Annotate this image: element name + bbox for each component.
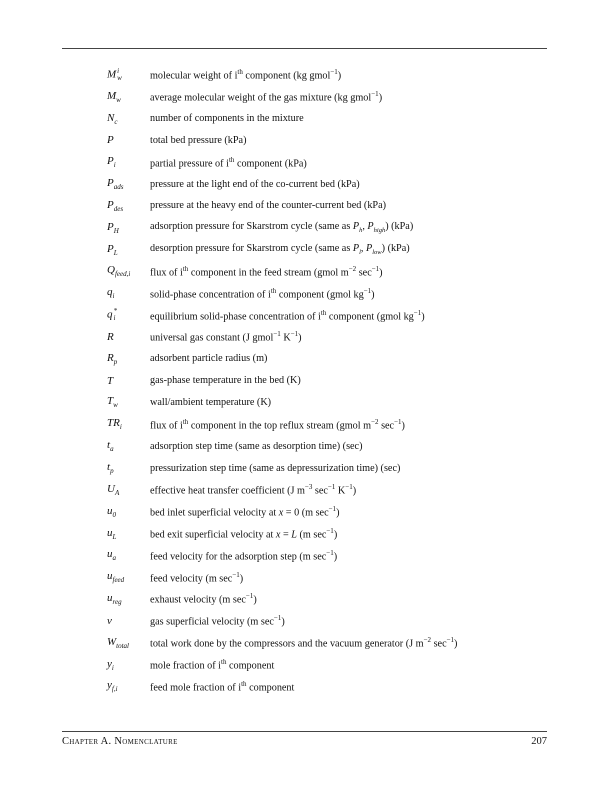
description — [150, 636, 457, 649]
description-superscript: th — [182, 417, 189, 426]
math-subscript: h — [359, 227, 363, 235]
symbol-scripts — [114, 308, 118, 322]
nomenclature-row — [107, 130, 547, 152]
header-rule — [62, 48, 547, 49]
description-superscript: −1 — [326, 548, 334, 557]
symbol-subscript: total — [116, 641, 130, 650]
description-text: , — [362, 221, 368, 233]
description-superscript: −1 — [413, 308, 422, 317]
symbol — [107, 527, 150, 541]
description-text: number of components in the mixture — [150, 113, 304, 125]
description-text: ) — [379, 267, 383, 279]
description-text: average molecular weight of the gas mixture (kg gmol — [150, 92, 372, 104]
symbol — [107, 592, 150, 606]
symbol-subscript: i — [119, 423, 122, 432]
nomenclature-row — [107, 501, 547, 523]
description — [150, 463, 400, 474]
symbol-base: R — [107, 351, 114, 364]
description — [150, 375, 301, 386]
description-superscript: th — [237, 68, 243, 77]
math-subscript: l — [359, 249, 361, 257]
symbol-subscript: a — [112, 554, 116, 563]
description-text: component in the feed stream (gmol m — [188, 267, 349, 279]
description-superscript: −1 — [371, 90, 379, 99]
description — [150, 397, 271, 408]
description-superscript: −1 — [446, 636, 455, 645]
description-text: ) — [421, 310, 425, 322]
symbol — [107, 548, 150, 562]
description — [150, 287, 375, 300]
description-text: bed inlet superficial velocity at — [150, 507, 279, 519]
nomenclature-row — [107, 151, 547, 173]
symbol — [107, 112, 150, 126]
symbol — [107, 505, 150, 519]
nomenclature-row — [107, 523, 547, 545]
symbol-base: R — [107, 331, 114, 344]
description — [150, 483, 356, 496]
description — [150, 156, 307, 169]
description — [150, 592, 257, 605]
description-superscript: th — [241, 679, 247, 688]
nomenclature-row — [107, 588, 547, 610]
symbol-base: u — [107, 570, 113, 583]
description-text: (m sec — [296, 529, 327, 541]
description — [150, 505, 339, 518]
nomenclature-row — [107, 282, 547, 304]
symbol — [107, 199, 150, 213]
description-text: desorption pressure for Skarstrom cycle (same as — [150, 243, 353, 255]
math-symbol — [367, 221, 386, 235]
symbol-subscript: 0 — [112, 510, 116, 519]
symbol — [107, 615, 150, 627]
symbol-base: v — [107, 615, 112, 628]
symbol-base: P — [107, 198, 114, 211]
description-superscript: −1 — [345, 483, 353, 492]
nomenclature-row — [107, 348, 547, 370]
description-text: bed exit superficial velocity at — [150, 529, 276, 541]
symbol-base: u — [107, 592, 113, 605]
symbol-base: q — [107, 308, 113, 321]
description-text: molecular weight of i — [150, 70, 238, 82]
symbol-base: W — [107, 635, 117, 648]
symbol-subscript: feed,i — [114, 270, 131, 279]
nomenclature-row — [107, 217, 547, 239]
symbol-base: P — [107, 242, 114, 255]
description — [150, 179, 360, 190]
description-text: component (gmol kg — [276, 289, 364, 301]
symbol-base: P — [107, 177, 114, 190]
description-text: ) — [333, 551, 338, 563]
symbol-subscript: reg — [112, 598, 122, 607]
symbol-subscript: H — [113, 226, 119, 235]
description-text: total bed pressure (kPa) — [150, 134, 247, 146]
description — [150, 68, 341, 81]
description-text: , — [360, 243, 366, 255]
symbol — [107, 90, 150, 104]
symbol-subscript: A — [114, 489, 120, 498]
description-text: adsorption pressure for Skarstrom cycle (same as — [150, 221, 353, 233]
math-subscript: high — [373, 227, 386, 235]
symbol — [107, 679, 150, 693]
description-text: adsorption step time (same as desorption time) (sec) — [150, 440, 363, 452]
math-subscript: low — [372, 249, 382, 257]
description — [150, 527, 337, 540]
symbol — [107, 68, 150, 82]
symbol — [107, 286, 150, 300]
symbol — [107, 658, 150, 672]
description-text: ) — [352, 485, 357, 497]
description-superscript: −1 — [330, 68, 338, 77]
description-superscript: −1 — [328, 505, 337, 514]
description — [150, 309, 425, 322]
nomenclature-row — [107, 654, 547, 676]
description-text: sec — [356, 267, 372, 279]
description-text: pressure at the heavy end of the counter-current bed (kPa) — [150, 200, 386, 212]
description-superscript: −2 — [348, 264, 357, 273]
nomenclature-row — [107, 173, 547, 195]
nomenclature-row — [107, 676, 547, 698]
nomenclature-row — [107, 632, 547, 654]
description-text: component in the top reflux stream (gmol m — [188, 420, 372, 432]
description-text: ) — [333, 529, 338, 541]
math-base: P — [352, 243, 360, 255]
description-superscript: −1 — [363, 286, 372, 295]
symbol-subscript: ads — [113, 183, 124, 192]
description-text: feed mole fraction of i — [150, 682, 242, 694]
symbol-subscript: des — [113, 205, 124, 214]
symbol — [107, 636, 150, 650]
description — [150, 549, 337, 562]
symbol — [107, 308, 150, 322]
page-footer — [62, 736, 547, 747]
description — [150, 614, 285, 627]
nomenclature-row — [107, 261, 547, 283]
description-text: = 0 (m sec — [283, 507, 329, 519]
description-text: gas superficial velocity (m sec — [150, 616, 274, 628]
description-text: pressure at the light end of the co-current bed (kPa) — [150, 178, 360, 190]
nomenclature-row — [107, 457, 547, 479]
math-symbol — [352, 221, 363, 235]
symbol-base: U — [107, 482, 115, 495]
description-text: component — [246, 682, 295, 694]
description-text: K — [280, 332, 291, 344]
symbol-subscript: i — [112, 292, 115, 301]
description-text: effective heat transfer coefficient (J m — [150, 485, 305, 497]
nomenclature-row — [107, 86, 547, 108]
symbol — [107, 243, 150, 257]
symbol-base: P — [107, 220, 114, 233]
nomenclature-row — [107, 545, 547, 567]
symbol — [107, 570, 150, 584]
description-superscript: −1 — [326, 526, 334, 535]
symbol-base: M — [107, 68, 117, 81]
symbol — [107, 395, 150, 409]
page-number: 207 — [531, 736, 547, 747]
nomenclature-row — [107, 435, 547, 457]
symbol-base: P — [107, 134, 114, 147]
symbol-subscript: w — [117, 73, 122, 82]
symbol-base: T — [107, 395, 114, 408]
description — [150, 243, 410, 256]
description-text: ) (kPa) — [381, 243, 410, 255]
description-text: ) — [253, 594, 257, 606]
symbol-base: M — [107, 89, 117, 102]
description — [150, 418, 405, 431]
description-superscript: −1 — [327, 483, 336, 492]
description-superscript: th — [320, 308, 327, 317]
description-text: ) — [336, 507, 340, 519]
description-superscript: −3 — [304, 483, 313, 492]
symbol-base: t — [107, 461, 111, 474]
description-text: solid-phase concentration of i — [150, 289, 271, 301]
math-base: P — [365, 243, 373, 255]
description-text: ) — [371, 289, 375, 301]
description-text: ) — [454, 638, 458, 650]
description-superscript: th — [270, 286, 277, 295]
math-base: P — [367, 221, 374, 233]
nomenclature-row — [107, 610, 547, 632]
symbol-base: y — [107, 679, 112, 692]
footer-rule — [62, 731, 547, 732]
symbol — [107, 134, 150, 146]
symbol — [107, 439, 150, 453]
symbol-base: TR — [107, 417, 120, 430]
symbol-base: T — [107, 374, 114, 387]
symbol-subscript: w — [113, 401, 118, 410]
symbol-subscript: i — [113, 314, 116, 323]
symbol-subscript: f,i — [111, 685, 118, 694]
nomenclature-row — [107, 195, 547, 217]
description — [150, 353, 267, 364]
nomenclature-row — [107, 566, 547, 588]
description-text: pressurization step time (same as depressurization time) (sec) — [150, 462, 401, 474]
description-superscript: −1 — [245, 592, 254, 601]
symbol — [107, 461, 150, 475]
description-superscript: −1 — [371, 264, 380, 273]
description-text: exhaust velocity (m sec — [150, 594, 246, 606]
symbol-base: P — [107, 155, 114, 168]
symbol-base: u — [107, 504, 113, 517]
symbol-base: u — [107, 548, 113, 561]
description-text: universal gas constant (J gmol — [150, 332, 274, 344]
symbol — [107, 375, 150, 387]
symbol-scripts — [117, 68, 122, 82]
nomenclature-row — [107, 414, 547, 436]
symbol-subscript: p — [110, 467, 114, 476]
description-text: partial pressure of i — [150, 157, 229, 169]
symbol — [107, 331, 150, 343]
description — [150, 658, 274, 671]
description-superscript: −1 — [273, 614, 282, 623]
symbol — [107, 264, 150, 278]
symbol-subscript: p — [113, 357, 118, 366]
symbol-base: u — [107, 526, 113, 539]
symbol-subscript: i — [113, 161, 116, 170]
nomenclature-row — [107, 326, 547, 348]
description-text: component (gmol kg — [326, 310, 414, 322]
description-text: feed velocity for the adsorption step (m sec — [150, 551, 327, 563]
description-superscript: −2 — [423, 636, 432, 645]
description-text: flux of i — [150, 267, 183, 279]
symbol-base: q — [107, 286, 113, 299]
description-text: feed velocity (m sec — [150, 573, 233, 585]
nomenclature-row — [107, 64, 547, 86]
description-text: equilibrium solid-phase concentration of i — [150, 310, 321, 322]
description-text: sec — [431, 638, 447, 650]
description-text: ) — [378, 92, 383, 104]
symbol-subscript: L — [112, 532, 117, 541]
description — [150, 571, 243, 584]
description-text: component (kg gmol — [242, 70, 331, 82]
symbol-base: y — [107, 657, 112, 670]
nomenclature-row — [107, 239, 547, 261]
description-text: flux of i — [150, 420, 183, 432]
symbol-subscript: w — [116, 95, 121, 104]
nomenclature-row — [107, 479, 547, 501]
symbol-subscript: c — [114, 117, 118, 126]
description-text: ) (kPa) — [385, 221, 414, 233]
description-text: sec — [312, 485, 328, 497]
description-superscript: −1 — [394, 417, 402, 426]
description — [150, 90, 382, 103]
symbol-superscript: * — [113, 307, 117, 316]
description-superscript: th — [221, 658, 227, 666]
math-base: P — [352, 221, 360, 233]
symbol-subscript: feed — [112, 576, 125, 585]
symbol-superscript: i — [117, 66, 120, 75]
symbol-subscript: a — [110, 445, 114, 454]
description-superscript: th — [228, 155, 235, 164]
math-symbol — [365, 243, 382, 257]
description — [150, 265, 383, 278]
description — [150, 113, 304, 124]
symbol — [107, 483, 150, 497]
description-text: sec — [378, 420, 395, 432]
description-text: adsorbent particle radius (m) — [150, 353, 268, 365]
description-text: ) — [401, 420, 405, 432]
description-superscript: −2 — [371, 417, 379, 426]
symbol — [107, 221, 150, 235]
description — [150, 221, 413, 234]
description-text: = — [280, 529, 292, 541]
math-base: x — [275, 529, 281, 541]
symbol — [107, 352, 150, 366]
math-base: x — [278, 507, 284, 519]
math-base: L — [291, 529, 297, 541]
description — [150, 441, 362, 452]
description-superscript: −1 — [232, 570, 240, 579]
description-superscript: −1 — [273, 330, 281, 339]
description-text: gas-phase temperature in the bed (K) — [150, 375, 301, 387]
description-superscript: −1 — [290, 330, 299, 339]
chapter-title: Chapter A. Nomenclature — [62, 736, 178, 747]
description-text: wall/ambient temperature (K) — [150, 397, 272, 409]
symbol-base: N — [107, 111, 115, 124]
description-text: component (kPa) — [234, 157, 307, 169]
nomenclature-row — [107, 370, 547, 392]
description — [150, 680, 294, 693]
symbol — [107, 177, 150, 191]
description-text: total work done by the compressors and the vacuum generator (J m — [150, 638, 424, 650]
symbol-subscript: i — [111, 663, 114, 672]
nomenclature-row — [107, 392, 547, 414]
description-superscript: th — [182, 264, 189, 273]
description-text: ) — [298, 332, 302, 344]
description — [150, 135, 246, 146]
nomenclature-row — [107, 304, 547, 326]
nomenclature-row — [107, 108, 547, 130]
math-symbol — [352, 243, 361, 257]
description — [150, 200, 386, 211]
symbol — [107, 155, 150, 169]
description-text: mole fraction of i — [150, 660, 222, 672]
symbol-subscript: L — [113, 248, 118, 257]
nomenclature-list — [107, 64, 547, 697]
symbol-base: t — [107, 439, 111, 452]
description-text: K — [335, 485, 346, 497]
description — [150, 330, 302, 343]
description-text: ) — [281, 616, 285, 628]
symbol-base: Q — [107, 264, 115, 277]
description-text: component — [226, 660, 275, 672]
description-text: ) — [337, 70, 342, 82]
description-text: ) — [239, 573, 244, 585]
symbol — [107, 417, 150, 431]
